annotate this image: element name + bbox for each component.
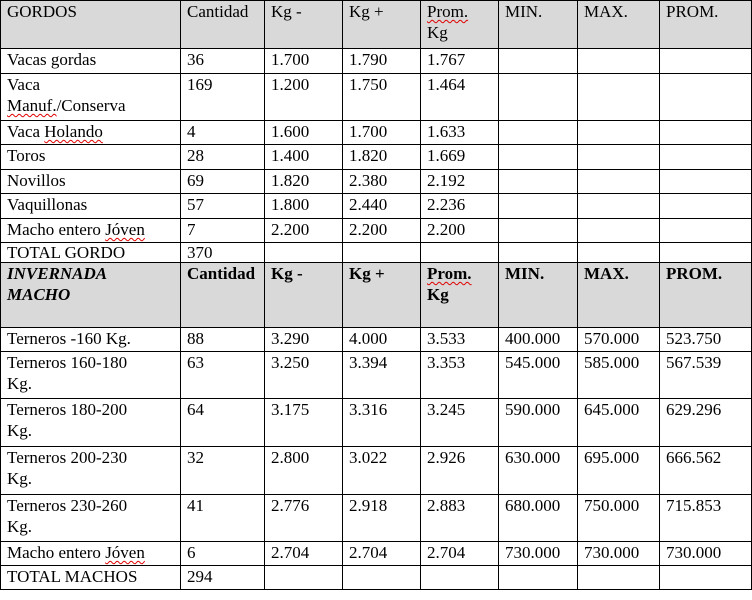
row-min: 680.000 bbox=[499, 495, 578, 542]
row-category: Terneros 230-260 Kg. bbox=[1, 495, 181, 542]
header-kg-max: Kg + bbox=[343, 263, 421, 328]
row-cantidad: 69 bbox=[181, 170, 265, 194]
row-min bbox=[499, 49, 578, 74]
row-kg-min: 1.700 bbox=[265, 49, 343, 74]
row-max bbox=[578, 74, 660, 121]
header-category: GORDOS bbox=[1, 1, 181, 49]
row-prom: 730.000 bbox=[660, 542, 752, 566]
row-max bbox=[578, 194, 660, 219]
header-category: INVERNADA MACHO bbox=[1, 263, 181, 328]
row-category: Terneros 200-230 Kg. bbox=[1, 447, 181, 495]
row-cantidad: 7 bbox=[181, 219, 265, 243]
row-prom: 715.853 bbox=[660, 495, 752, 542]
total-label: TOTAL MACHOS bbox=[1, 566, 181, 590]
row-prom-kg: 1.669 bbox=[421, 145, 499, 170]
row-cantidad: 64 bbox=[181, 399, 265, 447]
row-kg-min: 1.820 bbox=[265, 170, 343, 194]
row-kg-max: 3.316 bbox=[343, 399, 421, 447]
table-row bbox=[1, 145, 752, 170]
table-row bbox=[1, 219, 752, 243]
header-cantidad: Cantidad bbox=[181, 263, 265, 328]
row-prom-kg: 2.926 bbox=[421, 447, 499, 495]
row-prom-kg: 3.245 bbox=[421, 399, 499, 447]
row-max: 730.000 bbox=[578, 542, 660, 566]
row-max: 570.000 bbox=[578, 328, 660, 352]
row-category: Terneros 160-180 Kg. bbox=[1, 352, 181, 399]
row-min: 400.000 bbox=[499, 328, 578, 352]
row-prom bbox=[660, 74, 752, 121]
row-kg-max: 2.440 bbox=[343, 194, 421, 219]
header-kg-min: Kg - bbox=[265, 263, 343, 328]
row-cantidad: 36 bbox=[181, 49, 265, 74]
row-category: Toros bbox=[1, 145, 181, 170]
row-prom-kg: 2.200 bbox=[421, 219, 499, 243]
row-kg-min: 1.800 bbox=[265, 194, 343, 219]
table-row bbox=[1, 447, 752, 495]
row-min bbox=[499, 121, 578, 145]
row-prom-kg: 3.533 bbox=[421, 328, 499, 352]
row-cantidad: 4 bbox=[181, 121, 265, 145]
row-kg-max: 2.704 bbox=[343, 542, 421, 566]
row-prom-kg: 2.704 bbox=[421, 542, 499, 566]
row-cantidad: 57 bbox=[181, 194, 265, 219]
row-prom-kg: 2.883 bbox=[421, 495, 499, 542]
table-row bbox=[1, 352, 752, 399]
row-cantidad: 169 bbox=[181, 74, 265, 121]
row-kg-min: 1.200 bbox=[265, 74, 343, 121]
row-kg-max: 3.022 bbox=[343, 447, 421, 495]
row-cantidad: 32 bbox=[181, 447, 265, 495]
row-min: 590.000 bbox=[499, 399, 578, 447]
gordo-header-row bbox=[1, 1, 752, 49]
row-category: Novillos bbox=[1, 170, 181, 194]
header-min: MIN. bbox=[499, 263, 578, 328]
row-cantidad: 6 bbox=[181, 542, 265, 566]
row-min bbox=[499, 219, 578, 243]
row-cantidad: 63 bbox=[181, 352, 265, 399]
row-max bbox=[578, 121, 660, 145]
row-category: Vaca Manuf./Conserva bbox=[1, 74, 181, 121]
row-kg-max: 4.000 bbox=[343, 328, 421, 352]
row-kg-max: 2.200 bbox=[343, 219, 421, 243]
total-label: TOTAL GORDO bbox=[1, 243, 181, 263]
row-category: Macho entero Jóven bbox=[1, 542, 181, 566]
row-min bbox=[499, 194, 578, 219]
header-max: MAX. bbox=[578, 1, 660, 49]
row-kg-min: 1.400 bbox=[265, 145, 343, 170]
row-prom bbox=[660, 145, 752, 170]
table-row bbox=[1, 542, 752, 566]
row-kg-min: 2.704 bbox=[265, 542, 343, 566]
row-kg-min: 3.250 bbox=[265, 352, 343, 399]
header-max: MAX. bbox=[578, 263, 660, 328]
header-kg-max: Kg + bbox=[343, 1, 421, 49]
table-row bbox=[1, 495, 752, 542]
row-category: Macho entero Jóven bbox=[1, 219, 181, 243]
table-row bbox=[1, 399, 752, 447]
table-row bbox=[1, 74, 752, 121]
row-prom: 523.750 bbox=[660, 328, 752, 352]
row-kg-max: 3.394 bbox=[343, 352, 421, 399]
row-category: Terneros 180-200 Kg. bbox=[1, 399, 181, 447]
row-kg-max: 1.820 bbox=[343, 145, 421, 170]
row-prom-kg: 3.353 bbox=[421, 352, 499, 399]
row-prom-kg: 1.767 bbox=[421, 49, 499, 74]
row-kg-min: 2.800 bbox=[265, 447, 343, 495]
header-prom: PROM. bbox=[660, 263, 752, 328]
row-prom-kg: 1.464 bbox=[421, 74, 499, 121]
total-row bbox=[1, 243, 752, 263]
table-row bbox=[1, 194, 752, 219]
total-cantidad: 370 bbox=[181, 243, 265, 263]
header-cantidad: Cantidad bbox=[181, 1, 265, 49]
row-kg-max: 1.700 bbox=[343, 121, 421, 145]
row-cantidad: 41 bbox=[181, 495, 265, 542]
row-prom-kg: 2.192 bbox=[421, 170, 499, 194]
row-min bbox=[499, 145, 578, 170]
header-kg-min: Kg - bbox=[265, 1, 343, 49]
row-prom bbox=[660, 194, 752, 219]
row-prom bbox=[660, 49, 752, 74]
header-prom-kg: Prom. Kg bbox=[421, 263, 499, 328]
row-kg-min: 3.290 bbox=[265, 328, 343, 352]
row-prom bbox=[660, 219, 752, 243]
table-row bbox=[1, 170, 752, 194]
row-category: Terneros -160 Kg. bbox=[1, 328, 181, 352]
row-max bbox=[578, 219, 660, 243]
row-kg-min: 2.200 bbox=[265, 219, 343, 243]
row-min: 630.000 bbox=[499, 447, 578, 495]
header-prom: PROM. bbox=[660, 1, 752, 49]
header-min: MIN. bbox=[499, 1, 578, 49]
row-kg-max: 1.750 bbox=[343, 74, 421, 121]
row-category: Vaca Holando bbox=[1, 121, 181, 145]
row-max: 750.000 bbox=[578, 495, 660, 542]
row-max: 695.000 bbox=[578, 447, 660, 495]
row-prom-kg: 2.236 bbox=[421, 194, 499, 219]
row-min bbox=[499, 74, 578, 121]
total-cantidad: 294 bbox=[181, 566, 265, 590]
row-min bbox=[499, 170, 578, 194]
row-category: Vacas gordas bbox=[1, 49, 181, 74]
row-cantidad: 88 bbox=[181, 328, 265, 352]
row-max bbox=[578, 49, 660, 74]
row-kg-max: 2.380 bbox=[343, 170, 421, 194]
row-prom bbox=[660, 170, 752, 194]
row-min: 730.000 bbox=[499, 542, 578, 566]
row-kg-min: 2.776 bbox=[265, 495, 343, 542]
row-kg-max: 1.790 bbox=[343, 49, 421, 74]
row-kg-min: 3.175 bbox=[265, 399, 343, 447]
row-min: 545.000 bbox=[499, 352, 578, 399]
header-prom-kg: Prom. Kg bbox=[421, 1, 499, 49]
row-prom: 666.562 bbox=[660, 447, 752, 495]
total-row bbox=[1, 566, 752, 590]
row-kg-min: 1.600 bbox=[265, 121, 343, 145]
macho-header-row bbox=[1, 263, 752, 328]
row-prom-kg: 1.633 bbox=[421, 121, 499, 145]
row-max: 645.000 bbox=[578, 399, 660, 447]
table-row bbox=[1, 121, 752, 145]
row-max bbox=[578, 145, 660, 170]
row-max: 585.000 bbox=[578, 352, 660, 399]
row-max bbox=[578, 170, 660, 194]
table-row bbox=[1, 49, 752, 74]
row-kg-max: 2.918 bbox=[343, 495, 421, 542]
row-prom: 567.539 bbox=[660, 352, 752, 399]
row-category: Vaquillonas bbox=[1, 194, 181, 219]
table-row bbox=[1, 328, 752, 352]
row-prom bbox=[660, 121, 752, 145]
row-prom: 629.296 bbox=[660, 399, 752, 447]
row-cantidad: 28 bbox=[181, 145, 265, 170]
